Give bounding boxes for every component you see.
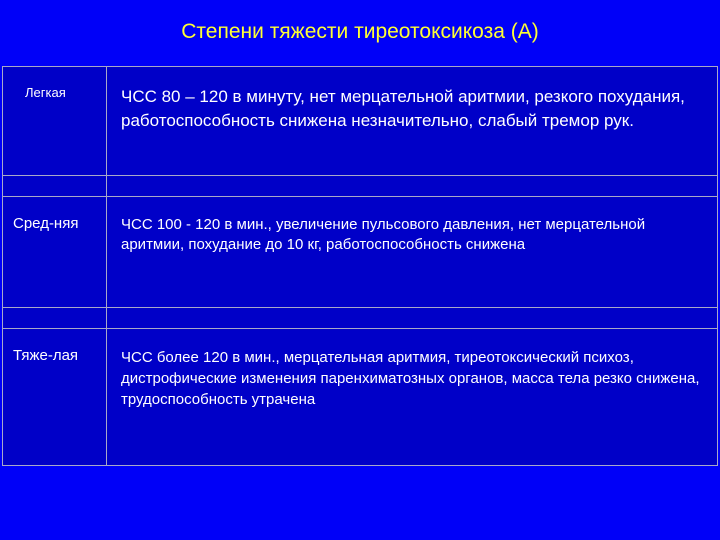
severity-label: Сред-няя <box>13 215 79 232</box>
slide-title: Степени тяжести тиреотоксикоза (А) <box>181 20 539 43</box>
severity-cell <box>3 67 107 175</box>
spacer-cell <box>3 176 107 196</box>
severity-label: Тяже-лая <box>13 347 79 364</box>
spacer-cell <box>3 308 107 328</box>
severity-description: ЧСС 100 - 120 в мин., увеличение пульсового давления, нет мерцательной аритмии, похудание до 10 кг, работоспособность снижена <box>121 216 646 253</box>
table-spacer-row <box>2 175 718 197</box>
severity-description: ЧСС 80 – 120 в минуту, нет мерцательной аритмии, резкого похудания, работоспособность снижена незначительно, слабый тремор рук. <box>121 87 685 130</box>
table-row-mild <box>2 66 718 176</box>
severity-cell <box>3 197 107 307</box>
table-row-severe <box>2 328 718 466</box>
severity-label: Легкая <box>25 85 66 100</box>
table-row-moderate <box>2 196 718 308</box>
table-spacer-row <box>2 307 718 329</box>
severity-description: ЧСС более 120 в мин., мерцательная аритмия, тиреотоксический психоз, дистрофические изменения паренхиматозных органов, масса тела резко снижена, трудоспособность утрачена <box>121 349 700 408</box>
